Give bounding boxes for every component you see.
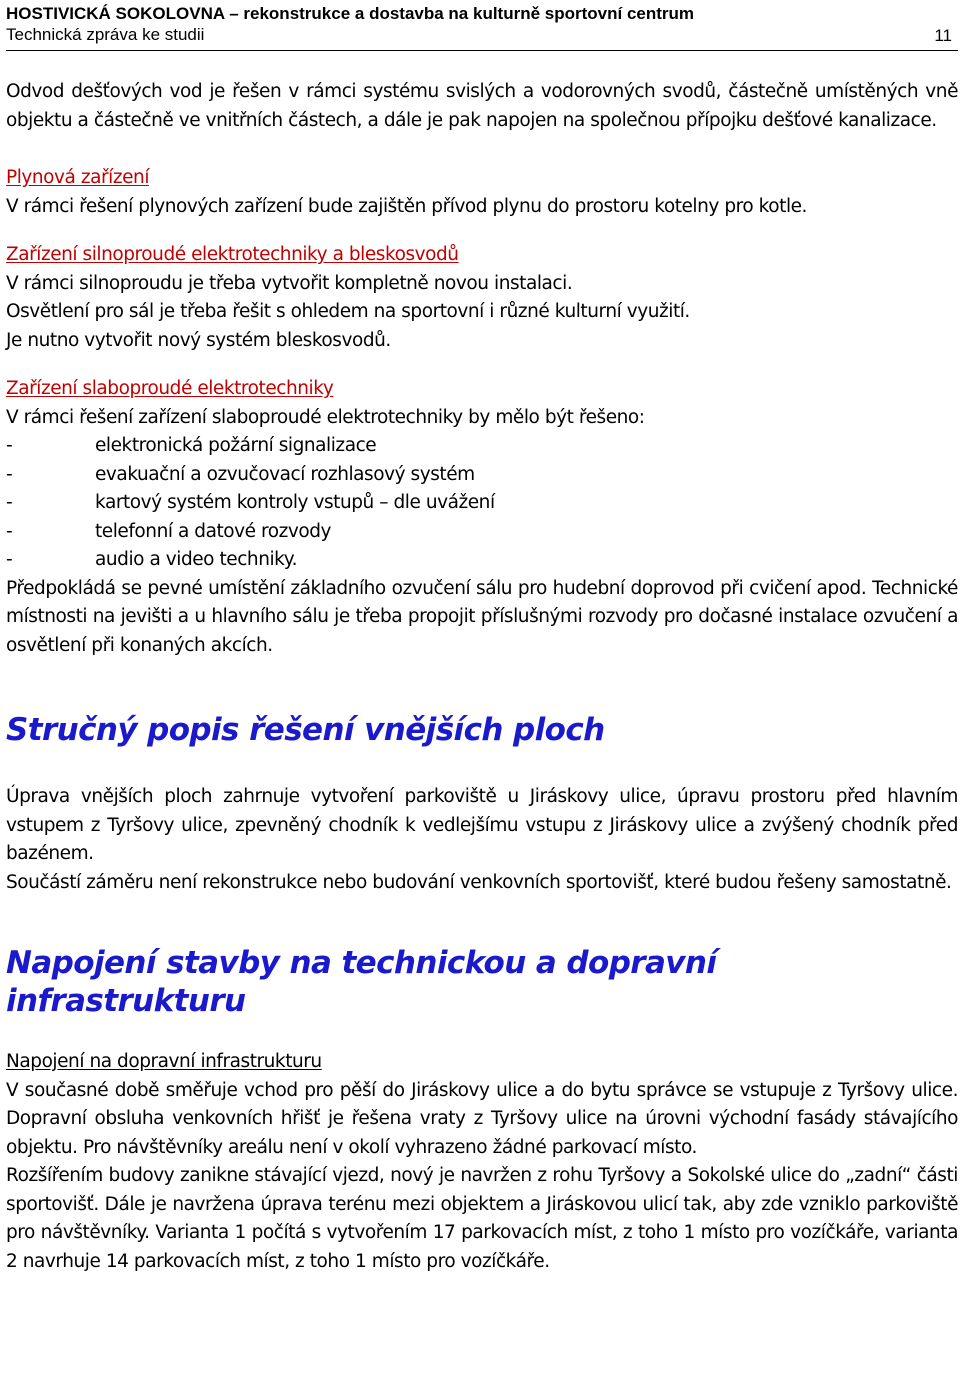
gas-heading: Plynová zařízení	[6, 167, 150, 188]
document-subtitle: Technická zpráva ke studii	[6, 25, 205, 44]
list-item	[6, 546, 958, 575]
infrastructure-heading: Napojení stavby na technickou a dopravní infrastrukturu	[6, 945, 717, 1019]
low-current-section	[6, 375, 958, 660]
heavy-current-line: V rámci silnoproudu je třeba vytvořit kompletně novou instalaci.	[6, 272, 573, 294]
low-current-intro: V rámci řešení zařízení slaboproudé elektrotechniky by mělo být řešeno:	[6, 406, 645, 428]
heavy-current-section	[6, 241, 958, 355]
list-dash: -	[6, 549, 13, 570]
list-item-text: elektronická požární signalizace	[95, 435, 377, 456]
list-dash: -	[6, 520, 13, 542]
outdoor-heading: Stručný popis řešení vnějších ploch	[6, 712, 605, 748]
low-current-closing: Předpokládá se pevné umístění základního ozvučení sálu pro hudební doprovod při cvičení apod. Technické místnosti na jevišti a u hlavního sálu je třeba propojit příslušnými rozvody pro dočasné instalace ozvučení a osvětlení při konaných akcích.	[6, 577, 958, 656]
gas-section	[6, 164, 958, 221]
list-item	[6, 461, 958, 490]
low-current-list	[6, 432, 958, 575]
document-title: HOSTIVICKÁ SOKOLOVNA – rekonstrukce a dostavba na kulturně sportovní centrum	[6, 4, 695, 23]
list-item	[6, 432, 958, 461]
page-number: 11	[934, 26, 952, 45]
list-item-text: telefonní a datové rozvody	[95, 520, 332, 542]
list-item-text: audio a video techniky.	[95, 549, 298, 570]
list-dash: -	[6, 492, 13, 513]
low-current-heading: Zařízení slaboproudé elektrotechniky	[6, 378, 334, 399]
outdoor-paragraph: Součástí záměru není rekonstrukce nebo budování venkovních sportovišť, které budou řešeny samostatně.	[6, 871, 952, 893]
page-header	[6, 0, 958, 51]
gas-text: V rámci řešení plynových zařízení bude zajištěn přívod plynu do prostoru kotelny pro kotle.	[6, 195, 807, 217]
infrastructure-paragraph: V současné době směřuje vchod pro pěší do Jiráskovy ulice a do bytu správce se vstupuje z Tyršovy ulice. Dopravní obsluha venkovních hřišť je řešena vraty z Tyršovy ulice na úrovni východní fasády stávajícího objektu. Pro návštěvníky areálu není v okolí vyhrazeno žádné parkovací místo.	[6, 1079, 958, 1158]
document-body	[6, 78, 958, 1276]
list-item	[6, 489, 958, 518]
rainwater-paragraph: Odvod dešťových vod je řešen v rámci systému svislých a vodorovných svodů, částečně umístěných vně objektu a částečně ve vnitřních částech, a dále je pak napojen na společnou přípojku dešťové kanalizace.	[6, 81, 958, 131]
list-item-text: evakuační a ozvučovací rozhlasový systém	[95, 463, 475, 485]
document-page	[6, 0, 958, 1276]
list-dash: -	[6, 463, 13, 485]
heavy-current-line: Je nutno vytvořit nový systém bleskosvodů.	[6, 329, 391, 351]
outdoor-section	[6, 783, 958, 897]
list-dash: -	[6, 435, 13, 456]
list-item	[6, 518, 958, 547]
outdoor-paragraph: Úprava vnějších ploch zahrnuje vytvoření parkoviště u Jiráskovy ulice, úpravu prostoru před hlavním vstupem z Tyršovy ulice, zpevněný chodník k vedlejšímu vstupu z Jiráskovy ulice a zvýšený chodník před bazénem.	[6, 786, 958, 864]
list-item-text: kartový systém kontroly vstupů – dle uvážení	[95, 492, 495, 513]
infrastructure-subheading: Napojení na dopravní infrastrukturu	[6, 1051, 322, 1072]
infrastructure-paragraph: Rozšířením budovy zanikne stávající vjezd, nový je navržen z rohu Tyršovy a Sokolské ulice do „zadní“ části sportovišť. Dále je navržena úprava terénu mezi objektem a Jiráskovou ulicí tak, aby zde vzniklo parkoviště pro návštěvníky. Varianta 1 počítá s vytvořením 17 parkovacích míst, z toho 1 místo pro vozíčkáře, varianta 2 navrhuje 14 parkovacích míst, z toho 1 místo pro vozíčkáře.	[6, 1165, 958, 1272]
infrastructure-section	[6, 1048, 958, 1276]
heavy-current-heading: Zařízení silnoproudé elektrotechniky a bleskosvodů	[6, 244, 459, 265]
heavy-current-line: Osvětlení pro sál je třeba řešit s ohledem na sportovní i různé kulturní využití.	[6, 301, 690, 322]
